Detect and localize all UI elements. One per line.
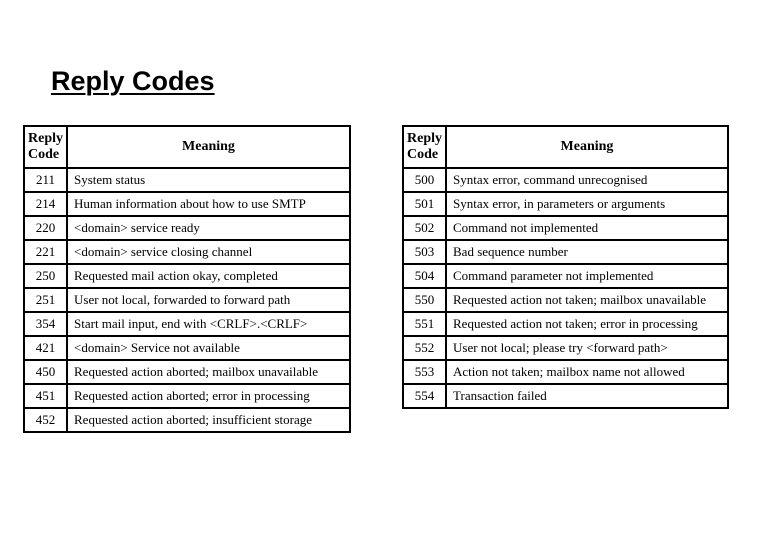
table-row	[24, 312, 350, 336]
meaning-cell: <domain> Service not available	[67, 336, 350, 360]
table-row	[403, 192, 728, 216]
reply-code-header-line2: Code	[28, 147, 60, 162]
meaning-cell: Syntax error, command unrecognised	[446, 168, 728, 192]
table-row	[403, 240, 728, 264]
reply-codes-right-body	[403, 168, 728, 408]
table-row	[24, 408, 350, 432]
meaning-cell: Command parameter not implemented	[446, 264, 728, 288]
reply-code-header	[24, 126, 67, 168]
meaning-cell: <domain> service ready	[67, 216, 350, 240]
table-row	[403, 168, 728, 192]
reply-code-cell: 451	[24, 384, 67, 408]
reply-code-header-line1: Reply	[407, 131, 442, 146]
table-row	[24, 216, 350, 240]
table-row	[24, 264, 350, 288]
table-row	[403, 360, 728, 384]
meaning-header: Meaning	[446, 126, 728, 168]
reply-code-cell: 503	[403, 240, 446, 264]
reply-code-cell: 211	[24, 168, 67, 192]
table-row	[24, 192, 350, 216]
meaning-cell: Requested action not taken; error in processing	[446, 312, 728, 336]
meaning-cell: Requested mail action okay, completed	[67, 264, 350, 288]
meaning-cell: Transaction failed	[446, 384, 728, 408]
reply-code-cell: 221	[24, 240, 67, 264]
table-row	[24, 168, 350, 192]
reply-code-cell: 502	[403, 216, 446, 240]
meaning-cell: User not local; please try <forward path>	[446, 336, 728, 360]
reply-code-cell: 552	[403, 336, 446, 360]
reply-code-cell: 551	[403, 312, 446, 336]
page-title: Reply Codes	[51, 66, 215, 96]
reply-code-cell: 452	[24, 408, 67, 432]
reply-code-cell: 354	[24, 312, 67, 336]
meaning-cell: System status	[67, 168, 350, 192]
meaning-cell: Syntax error, in parameters or arguments	[446, 192, 728, 216]
reply-code-cell: 553	[403, 360, 446, 384]
table-row	[403, 384, 728, 408]
reply-code-cell: 220	[24, 216, 67, 240]
meaning-cell: Requested action aborted; mailbox unavailable	[67, 360, 350, 384]
table-header-row	[24, 126, 350, 168]
meaning-cell: Start mail input, end with <CRLF>.<CRLF>	[67, 312, 350, 336]
reply-code-cell: 554	[403, 384, 446, 408]
meaning-header: Meaning	[67, 126, 350, 168]
reply-codes-table-right	[402, 125, 729, 409]
reply-code-cell: 500	[403, 168, 446, 192]
reply-code-cell: 251	[24, 288, 67, 312]
meaning-cell: Action not taken; mailbox name not allowed	[446, 360, 728, 384]
reply-codes-table-left	[23, 125, 351, 433]
meaning-cell: Command not implemented	[446, 216, 728, 240]
meaning-cell: Requested action aborted; insufficient storage	[67, 408, 350, 432]
reply-code-cell: 504	[403, 264, 446, 288]
table-row	[403, 288, 728, 312]
reply-code-cell: 214	[24, 192, 67, 216]
table-row	[24, 360, 350, 384]
table-row	[403, 264, 728, 288]
meaning-cell: Requested action not taken; mailbox unavailable	[446, 288, 728, 312]
reply-code-cell: 501	[403, 192, 446, 216]
reply-code-header	[403, 126, 446, 168]
reply-code-cell: 250	[24, 264, 67, 288]
table-row	[24, 288, 350, 312]
meaning-cell: Bad sequence number	[446, 240, 728, 264]
meaning-cell: Human information about how to use SMTP	[67, 192, 350, 216]
table-row	[24, 336, 350, 360]
reply-code-cell: 421	[24, 336, 67, 360]
table-row	[24, 240, 350, 264]
table-header-row	[403, 126, 728, 168]
table-row	[403, 312, 728, 336]
table-row	[24, 384, 350, 408]
reply-code-header-line1: Reply	[28, 131, 63, 146]
meaning-cell: <domain> service closing channel	[67, 240, 350, 264]
meaning-cell: User not local, forwarded to forward path	[67, 288, 350, 312]
meaning-cell: Requested action aborted; error in processing	[67, 384, 350, 408]
reply-code-cell: 450	[24, 360, 67, 384]
table-row	[403, 336, 728, 360]
reply-codes-left-body	[24, 168, 350, 432]
table-row	[403, 216, 728, 240]
reply-code-cell: 550	[403, 288, 446, 312]
reply-code-header-line2: Code	[407, 147, 439, 162]
